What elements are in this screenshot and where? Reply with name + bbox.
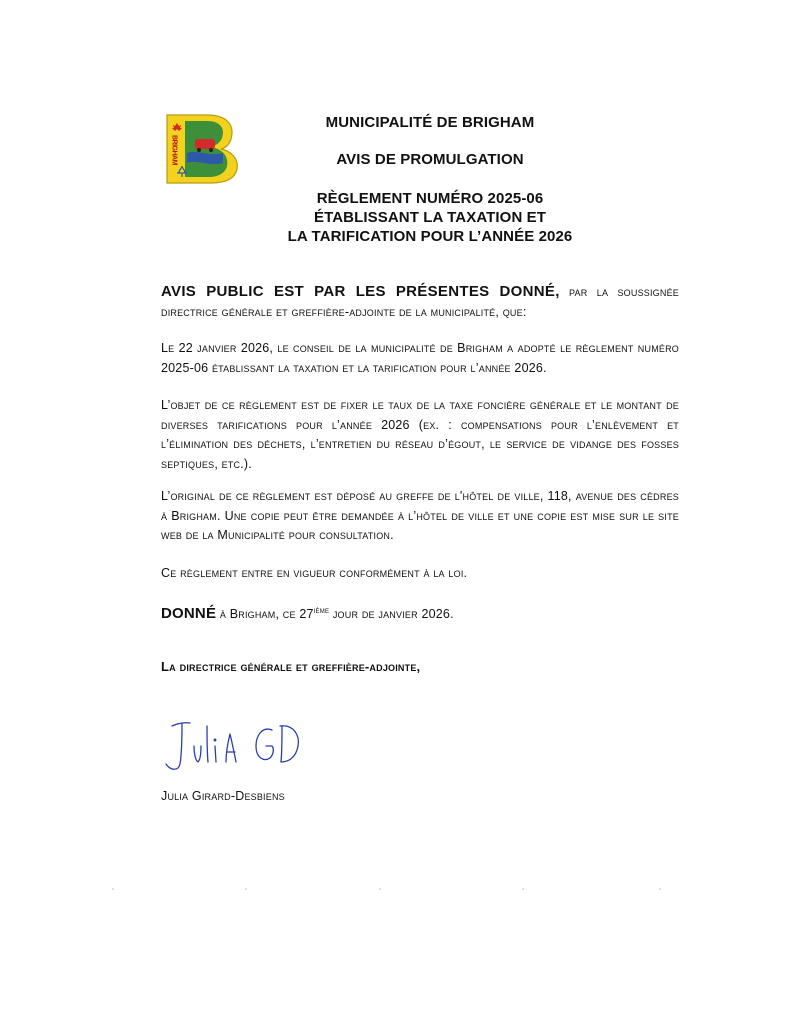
- given-date-paragraph: [161, 601, 679, 625]
- signer-name: Julia Girard-Desbiens: [161, 789, 285, 803]
- public-notice-lead: AVIS PUBLIC EST PAR LES PRÉSENTES DONNÉ,: [161, 283, 560, 300]
- consultation-paragraph: L’original de ce règlement est déposé au greffe de l'hôtel de ville, 118, avenue des cèdres à Brigham. Une copie peut être demandée à l’hôtel de ville et une copie est mise sur le site web de la Municipalité pour consultation.: [161, 489, 679, 542]
- given-text-end: jour de janvier 2026.: [329, 607, 454, 622]
- public-notice-paragraph: [161, 282, 679, 322]
- notice-type-title: AVIS DE PROMULGATION: [336, 151, 524, 168]
- bylaw-title-line: LA TARIFICATION POUR L’ANNÉE 2026: [287, 228, 573, 245]
- logo-red-vehicle: [195, 139, 215, 149]
- given-ordinal: ième: [313, 606, 330, 615]
- scan-dots: [0, 884, 791, 894]
- brigham-logo: [165, 113, 241, 185]
- closing-title: La directrice générale et greffière-adjointe,: [161, 659, 421, 674]
- logo-vertical-text: BRIGHAM: [170, 135, 178, 165]
- adoption-paragraph: Le 22 janvier 2026, le conseil de la municipalité de Brigham a adopté le règlement numéro 2025-06 établissant la taxation et la tarification pour l’année 2026.: [161, 341, 679, 375]
- bylaw-title-line: ÉTABLISSANT LA TAXATION ET: [313, 209, 547, 226]
- public-notice-text: par la soussignée directrice générale et greffière-adjointe de la municipalité, que:: [161, 285, 679, 319]
- purpose-paragraph: L’objet de ce règlement est de fixer le taux de la taxe foncière générale et le montant de diverses tarifications pour l’année 2026 (ex. : compensations pour l’enlèvement et l’élimination des déchets, l’entretien du réseau d’égout, le service de vidange des fosses septiques, etc.).: [161, 398, 679, 471]
- bylaw-title: [235, 189, 625, 246]
- in-force-paragraph: Ce règlement entre en vigueur conformément à la loi.: [161, 566, 468, 580]
- given-lead: DONNÉ: [161, 605, 217, 623]
- bylaw-title-line: RÈGLEMENT NUMÉRO 2025-06: [316, 190, 544, 207]
- municipality-title: MUNICIPALITÉ DE BRIGHAM: [325, 114, 535, 131]
- handwritten-signature: [160, 712, 310, 782]
- given-text: à Brigham, ce 27: [216, 607, 314, 622]
